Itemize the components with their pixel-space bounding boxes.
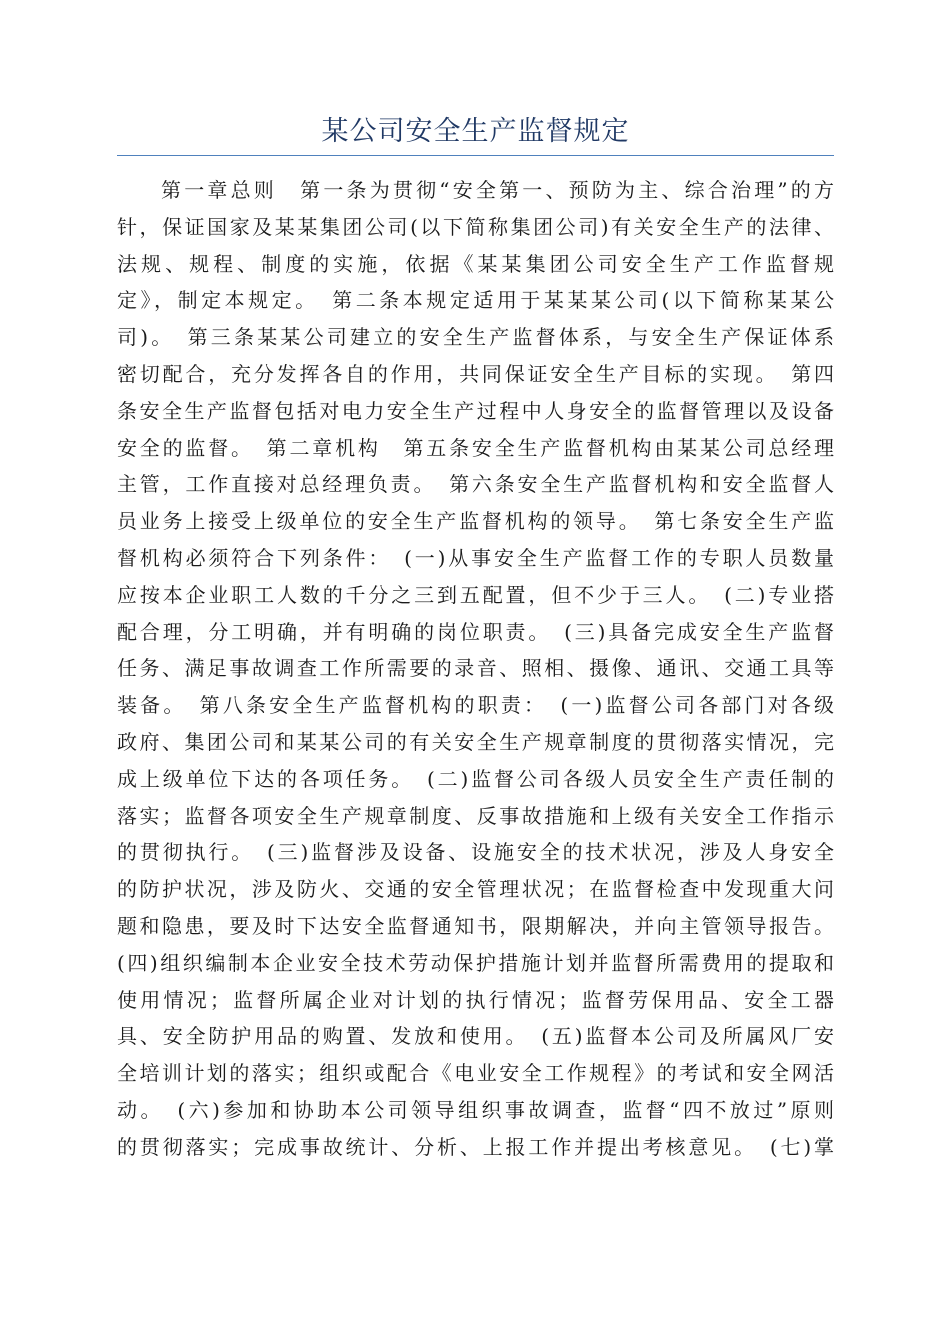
body-line: (四)组织编制本企业安全技术劳动保护措施计划并监督所需费用的提取和	[117, 950, 834, 975]
body-line: 配合理，分工明确，并有明确的岗位职责。 (三)具备完成安全生产监督	[117, 619, 834, 644]
body-line: 题和隐患，要及时下达安全监督通知书，限期解决，并向主管领导报告。	[117, 913, 834, 938]
body-line: 应按本企业职工人数的千分之三到五配置，但不少于三人。 (二)专业搭	[117, 582, 834, 607]
document-body	[117, 172, 834, 1166]
body-line: 安全的监督。 第二章机构 第五条安全生产监督机构由某某公司总经理	[117, 435, 834, 460]
body-line: 使用情况；监督所属企业对计划的执行情况；监督劳保用品、安全工器	[117, 987, 834, 1012]
body-line: 密切配合，充分发挥各自的作用，共同保证安全生产目标的实现。 第四	[117, 361, 834, 386]
body-line: 任务、满足事故调查工作所需要的录音、照相、摄像、通讯、交通工具等	[117, 656, 834, 681]
body-line: 定》，制定本规定。 第二条本规定适用于某某某公司(以下简称某某公	[117, 288, 834, 313]
body-line: 员业务上接受上级单位的安全生产监督机构的领导。 第七条安全生产监	[117, 509, 834, 534]
body-line: 条安全生产监督包括对电力安全生产过程中人身安全的监督管理以及设备	[117, 398, 834, 423]
body-line: 法规、规程、制度的实施，依据《某某集团公司安全生产工作监督规	[117, 251, 834, 276]
document-title: 某公司安全生产监督规定	[321, 116, 630, 147]
body-line: 具、安全防护用品的购置、发放和使用。 (五)监督本公司及所属风厂安	[117, 1024, 834, 1049]
body-line: 动。 (六)参加和协助本公司领导组织事故调查，监督“四不放过”原则	[117, 1097, 834, 1122]
body-line: 落实；监督各项安全生产规章制度、反事故措施和上级有关安全工作指示	[117, 803, 834, 828]
body-line: 督机构必须符合下列条件： (一)从事安全生产监督工作的专职人员数量	[117, 545, 834, 570]
body-line: 的贯彻执行。 (三)监督涉及设备、设施安全的技术状况，涉及人身安全	[117, 840, 834, 865]
body-line: 全培训计划的落实；组织或配合《电业安全工作规程》的考试和安全网活	[117, 1061, 834, 1086]
title-underline	[117, 155, 834, 156]
body-line: 政府、集团公司和某某公司的有关安全生产规章制度的贯彻落实情况，完	[117, 729, 834, 754]
body-line: 司)。 第三条某某公司建立的安全生产监督体系，与安全生产保证体系	[117, 325, 834, 350]
body-line: 装备。 第八条安全生产监督机构的职责： (一)监督公司各部门对各级	[117, 693, 834, 718]
body-line: 成上级单位下达的各项任务。 (二)监督公司各级人员安全生产责任制的	[117, 766, 834, 791]
body-line: 的防护状况，涉及防火、交通的安全管理状况；在监督检查中发现重大问	[117, 877, 834, 902]
body-line: 第一章总则 第一条为贯彻“安全第一、预防为主、综合治理”的方	[161, 178, 834, 202]
body-line: 的贯彻落实；完成事故统计、分析、上报工作并提出考核意见。 (七)掌	[117, 1134, 834, 1159]
body-line: 主管，工作直接对总经理负责。 第六条安全生产监督机构和安全监督人	[117, 472, 834, 497]
body-line: 针，保证国家及某某集团公司(以下简称集团公司)有关安全生产的法律、	[117, 214, 834, 239]
